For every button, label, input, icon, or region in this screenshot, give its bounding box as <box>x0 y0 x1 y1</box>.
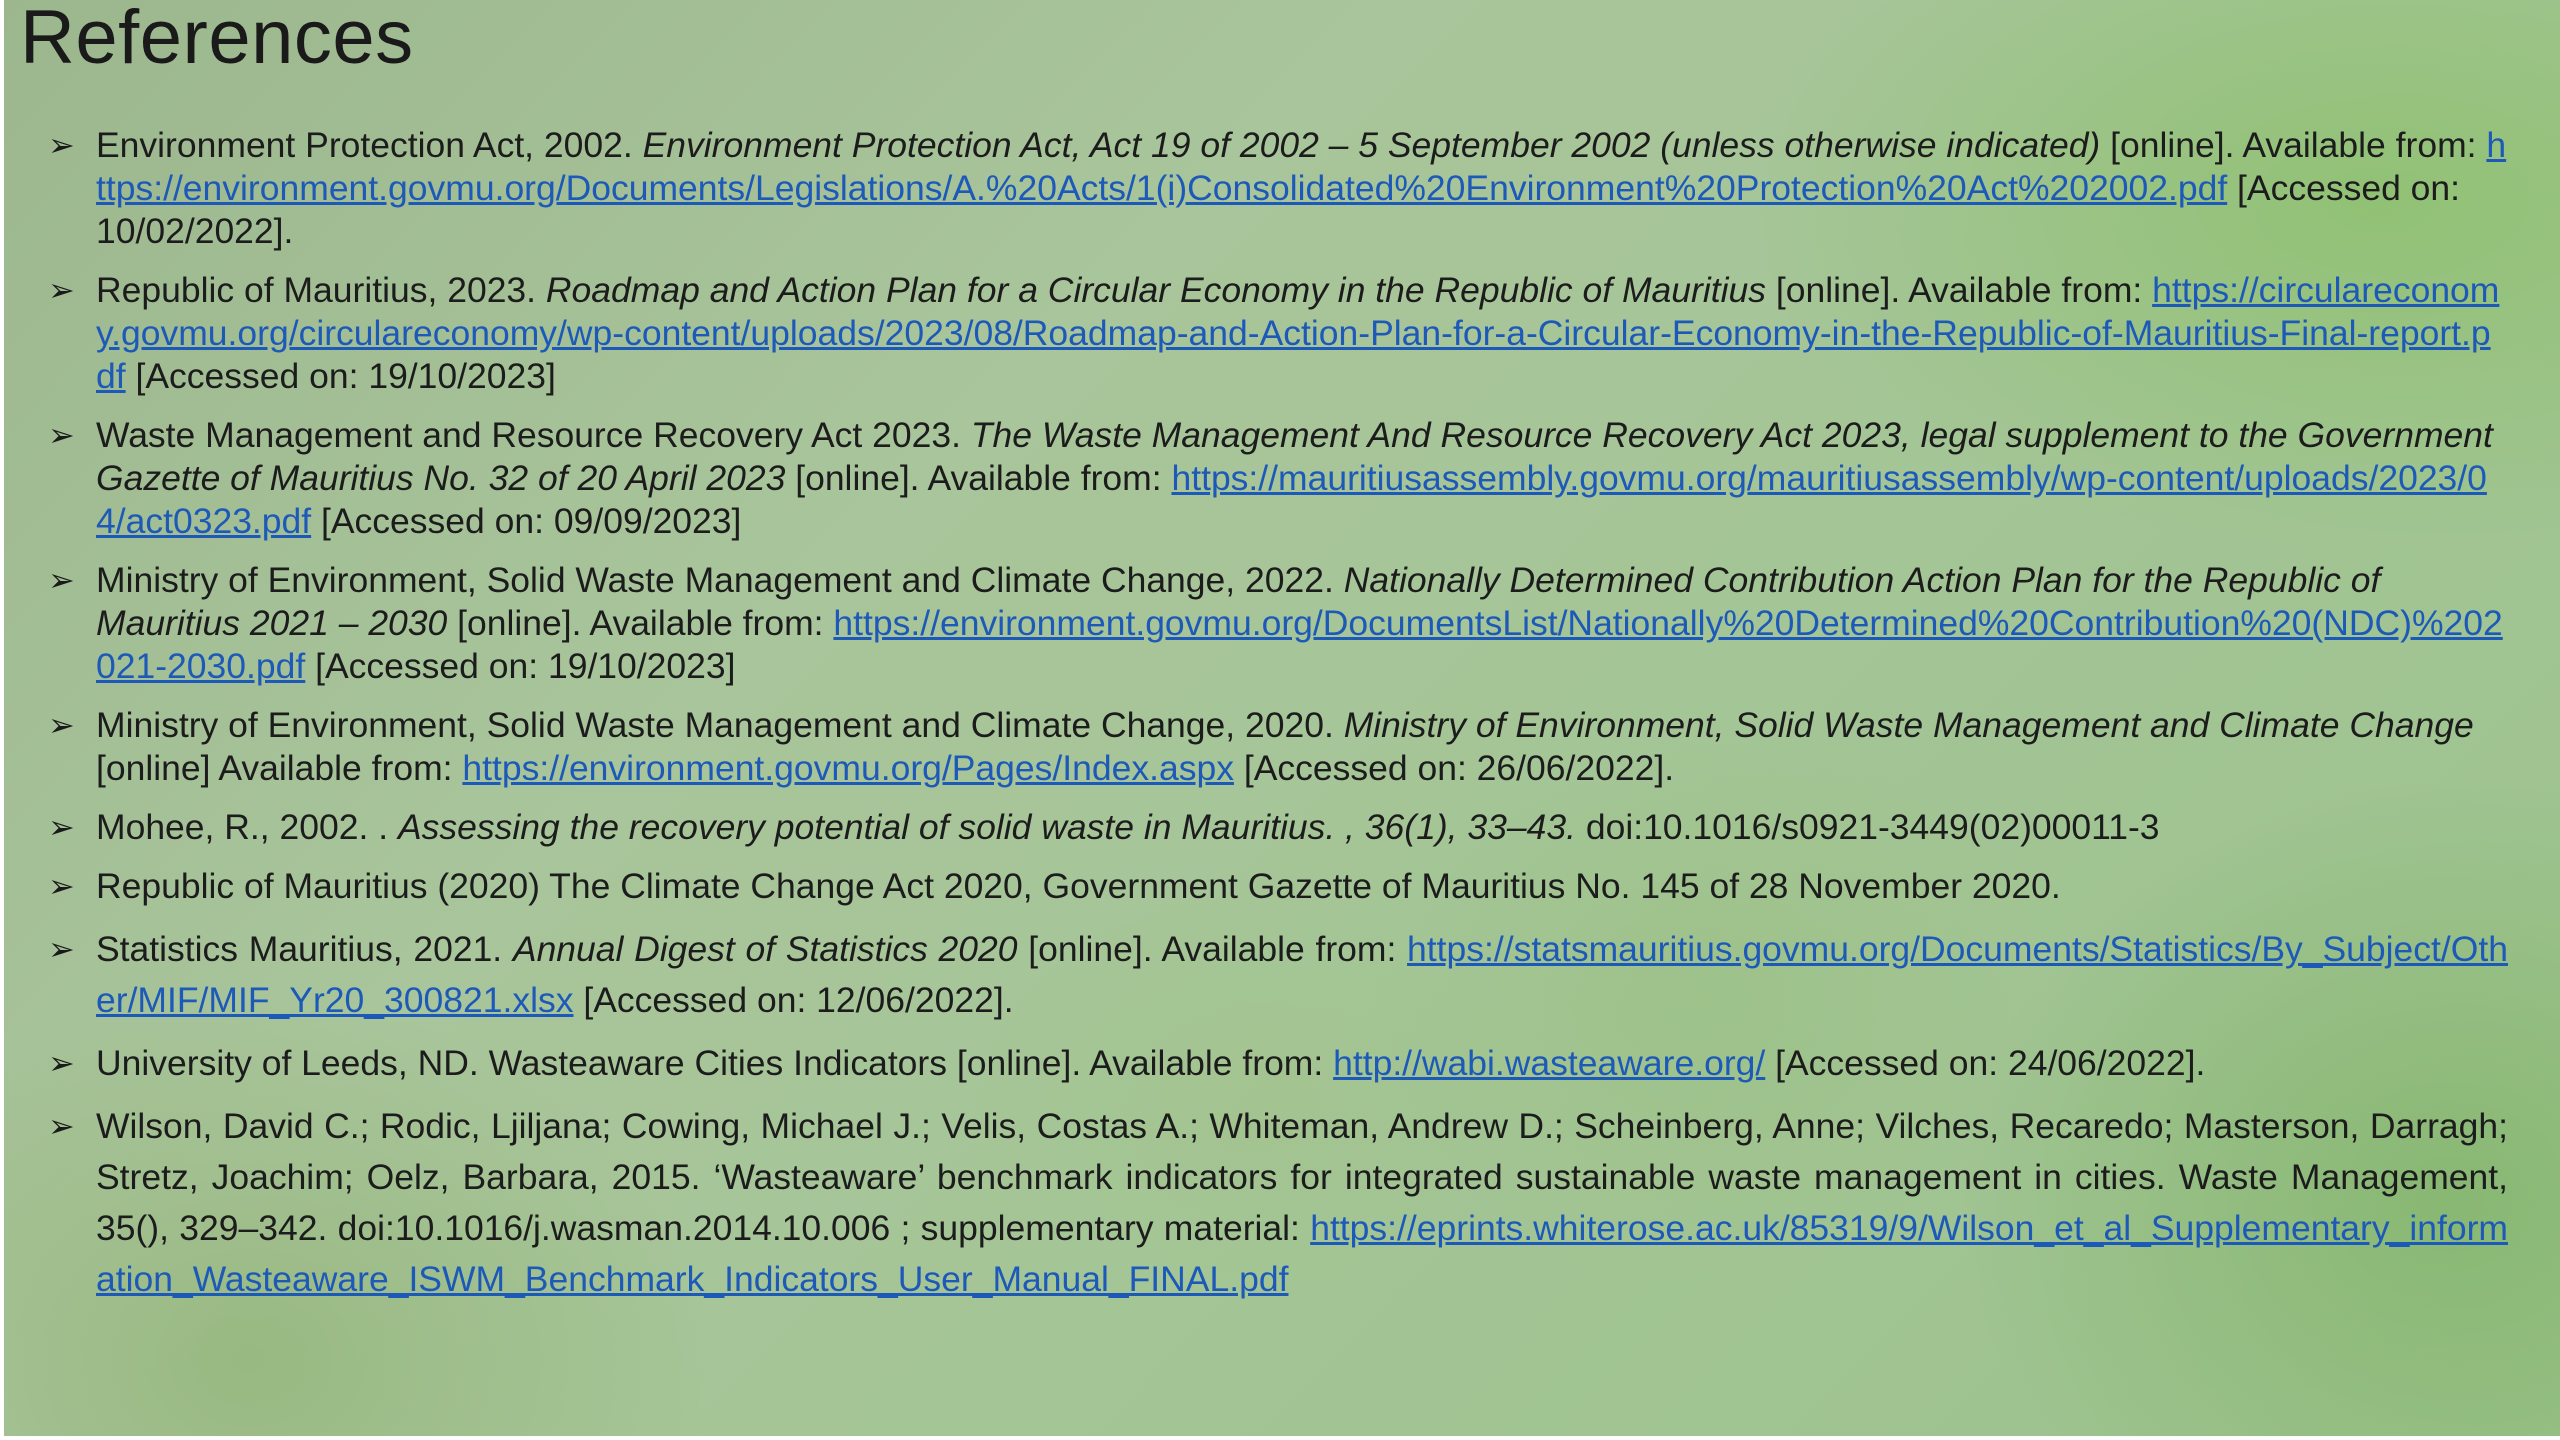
reference-doi: doi:10.1016/s0921-3449(02)00011-3 <box>1575 807 2160 847</box>
bullet-arrow-icon: ➢ <box>48 562 75 598</box>
reference-link[interactable]: https://circulareconomy.govmu.org/circulareconomy/wp-content/uploads/2023/08/Roadmap-and-Action-Plan-for-a-Circular-Economy-in-the-Republic-of-Mauritius-Final-report.pdf <box>96 270 2500 396</box>
reference-availability: [online]. Available from: <box>1017 929 1408 969</box>
reference-link[interactable]: https://environment.govmu.org/DocumentsList/Nationally%20Determined%20Contribution%20(NDC)%202021-2030.pdf <box>96 603 2503 686</box>
bullet-arrow-icon: ➢ <box>48 1108 75 1144</box>
reference-author: Mohee, R., 2002. . <box>96 807 398 847</box>
reference-accessed: [Accessed on: 09/09/2023] <box>311 501 742 541</box>
reference-author: Statistics Mauritius, 2021. <box>96 929 513 969</box>
page-title: References <box>20 0 414 80</box>
reference-author: University of Leeds, ND. Wasteaware Cities Indicators [online]. Available from: <box>96 1043 1334 1083</box>
reference-accessed: [Accessed on: 24/06/2022]. <box>1765 1043 2206 1083</box>
bullet-arrow-icon: ➢ <box>48 931 75 967</box>
slide-bottom-border <box>0 1436 2560 1440</box>
bullet-arrow-icon: ➢ <box>48 707 75 743</box>
reference-title: Assessing the recovery potential of solid waste in Mauritius. , 36(1), 33–43. <box>397 807 1576 847</box>
reference-title: Annual Digest of Statistics 2020 <box>512 929 1018 969</box>
reference-availability: [online]. Available from: <box>785 458 1172 498</box>
reference-availability: [online]. Available from: <box>2100 125 2487 165</box>
reference-link[interactable]: https://mauritiusassembly.govmu.org/mauritiusassembly/wp-content/uploads/2023/04/act0323.pdf <box>96 458 2487 541</box>
reference-item-9 <box>48 1042 2508 1085</box>
reference-author: Wilson, David C.; Rodic, Ljiljana; Cowing, Michael J.; Velis, Costas A.; Whiteman, Andrew D.; Scheinberg, Anne; Vilches, Recaredo; Masterson, Darragh; Stretz, Joachim; Oelz, Barbara, 2015. ‘Wasteaware’ benchmark indicators for integrated sustainable waste management in cities. Waste Management, 35(), 329–342. doi:10.1016/j.wasman.2014.10.006 ; supplementary material: <box>96 1106 2508 1248</box>
reference-item-1 <box>48 124 2508 253</box>
reference-accessed: [Accessed on: 19/10/2023] <box>305 646 736 686</box>
reference-item-2 <box>48 269 2508 398</box>
bullet-arrow-icon: ➢ <box>48 272 75 308</box>
bullet-arrow-icon: ➢ <box>48 417 75 453</box>
reference-availability: [online]. Available from: <box>1766 270 2153 310</box>
reference-author: Waste Management and Resource Recovery Act 2023. <box>96 415 971 455</box>
reference-item-7 <box>48 865 2508 908</box>
reference-text: Republic of Mauritius (2020) The Climate Change Act 2020, Government Gazette of Mauritius No. 145 of 28 November 2020. <box>96 866 2061 906</box>
reference-item-6 <box>48 806 2508 849</box>
reference-accessed: [Accessed on: 10/02/2022]. <box>96 168 2461 251</box>
reference-title: Environment Protection Act, Act 19 of 2002 – 5 September 2002 (unless otherwise indicated) <box>642 125 2101 165</box>
bullet-arrow-icon: ➢ <box>48 1045 75 1081</box>
reference-link[interactable]: https://environment.govmu.org/Documents/Legislations/A.%20Acts/1(i)Consolidated%20Environment%20Protection%20Act%202002.pdf <box>96 125 2507 208</box>
reference-link[interactable]: http://wabi.wasteaware.org/ <box>1333 1043 1766 1083</box>
reference-item-3 <box>48 414 2508 543</box>
reference-item-5 <box>48 704 2508 790</box>
reference-accessed: [Accessed on: 12/06/2022]. <box>573 980 1014 1020</box>
reference-accessed: [Accessed on: 19/10/2023] <box>125 356 556 396</box>
bullet-arrow-icon: ➢ <box>48 868 75 904</box>
reference-author: Republic of Mauritius, 2023. <box>96 270 546 310</box>
bullet-arrow-icon: ➢ <box>48 809 75 845</box>
reference-item-4 <box>48 559 2508 688</box>
reference-author: Environment Protection Act, 2002. <box>96 125 643 165</box>
reference-link[interactable]: https://eprints.whiterose.ac.uk/85319/9/Wilson_et_al_Supplementary_information_Wasteaware_ISWM_Benchmark_Indicators_User_Manual_FINAL.pdf <box>96 1208 2508 1299</box>
reference-item-10 <box>48 1101 2508 1305</box>
reference-accessed: [Accessed on: 26/06/2022]. <box>1233 748 1675 788</box>
reference-list <box>48 124 2508 1321</box>
reference-author: Ministry of Environment, Solid Waste Management and Climate Change, 2020. <box>96 705 1344 745</box>
reference-availability: [online] Available from: <box>96 748 463 788</box>
reference-link[interactable]: https://statsmauritius.govmu.org/Documents/Statistics/By_Subject/Other/MIF/MIF_Yr20_300821.xlsx <box>96 929 2508 1020</box>
reference-availability: [online]. Available from: <box>447 603 834 643</box>
reference-title: Ministry of Environment, Solid Waste Management and Climate Change <box>1343 705 2474 745</box>
slide-left-border <box>0 0 4 1440</box>
reference-item-8 <box>48 924 2508 1026</box>
bullet-arrow-icon: ➢ <box>48 127 75 163</box>
reference-title: The Waste Management And Resource Recovery Act 2023, legal supplement to the Government Gazette of Mauritius No. 32 of 20 April 2023 <box>96 415 2493 498</box>
reference-author: Ministry of Environment, Solid Waste Management and Climate Change, 2022. <box>96 560 1344 600</box>
reference-link[interactable]: https://environment.govmu.org/Pages/Index.aspx <box>462 748 1234 788</box>
reference-title: Roadmap and Action Plan for a Circular Economy in the Republic of Mauritius <box>545 270 1766 310</box>
reference-title: Nationally Determined Contribution Action Plan for the Republic of Mauritius 2021 – 2030 <box>96 560 2381 643</box>
